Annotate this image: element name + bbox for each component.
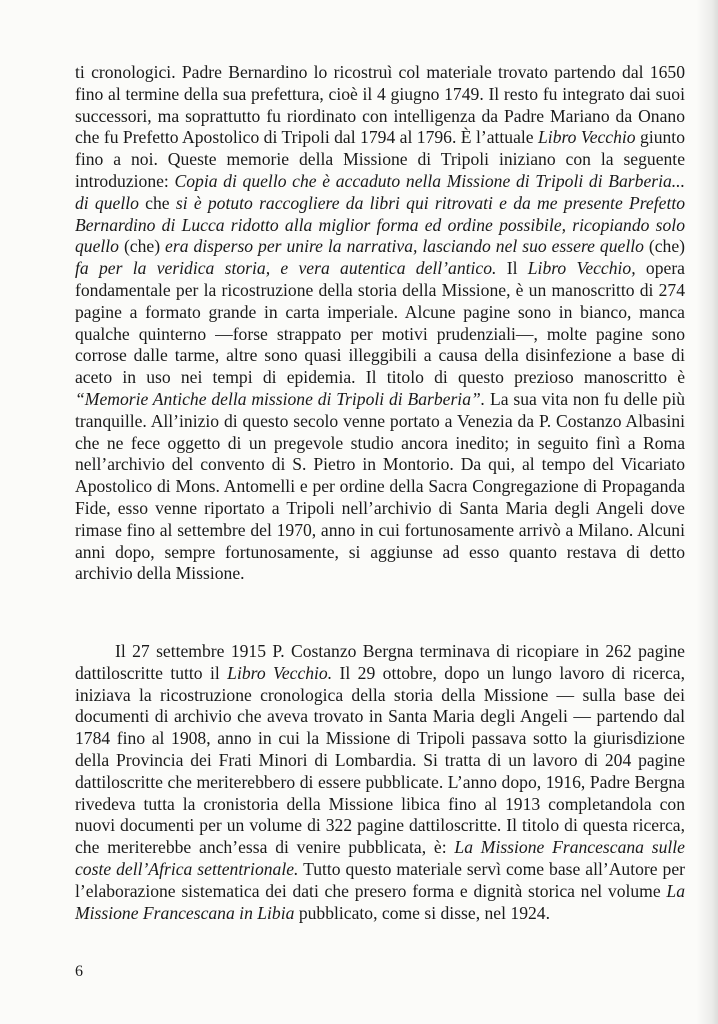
text-run: pubblicato, come si disse, nel 1924.: [294, 902, 550, 923]
text-run: La Missione Francescana in Libia: [75, 880, 685, 923]
text-run: era disperso per unire la narrativa, lasciando nel suo essere quello: [165, 236, 644, 257]
text-run: Il 27 settembre 1915 P. Costanzo Bergna terminava di ricopiare in 262 pagine dattiloscritte tutto il: [75, 641, 685, 683]
text-run: Libro Vecchio,: [527, 258, 636, 279]
paragraph-1: [75, 62, 685, 585]
text-run: Copia di quello che è accaduto nella Missione di Tripoli di Barberia... di quello: [75, 170, 685, 213]
text-run: La Missione Francescana sulle coste dell’Africa settentrionale.: [75, 837, 685, 879]
text-run: che: [138, 192, 176, 213]
text-run: Tutto questo materiale servì come base all’Autore per l’elaborazione sistematica dei dati che presero forma e dignità storica nel volume: [75, 858, 685, 901]
text-run: si è potuto raccogliere da libri qui ritrovati e da me presente Prefetto Bernardino di Lucca ridotto alla miglior forma ed ordine possibile, ricopiando solo quello: [75, 192, 686, 257]
page-edge-shadow: [696, 0, 718, 1024]
paragraph-2: [75, 641, 685, 924]
text-run: fa per la veridica storia, e vera autentica dell’antico.: [75, 258, 497, 279]
text-run: La sua vita non fu delle più tranquille. All’inizio di questo secolo venne portato a Venezia da P. Costanzo Albasini che ne fece oggetto di un pregevole studio ancora inedito; in seguito finì a Roma nell’archivio del convento di S. Pietro in Montorio. Da qui, al tempo del Vicariato Apostolico di Mons. Antomelli e per ordine della Sacra Congregazione di Propaganda Fide, esso venne riportato a Tripoli nell’archivio di Santa Maria degli Angeli dove rimase fino al settembre del 1970, anno in cui fortunosamente arrivò a Milano. Alcuni anni dopo, sempre fortunosamente, si aggiunse ad esso quanto restava di detto archivio della Missione.: [75, 388, 686, 584]
text-run: opera fondamentale per la ricostruzione della storia della Missione, è un manoscritto di 274 pagine a formato grande in carta imperiale. Alcune pagine sono in bianco, manca qualche quinterno —forse strappato per motivi prudenziali—, molte pagine sono corrose dalle tarme, altre sono quasi illeggibili a causa della disinfezione a base di aceto in uso nei tempi di epidemia. Il titolo di questo prezioso manoscritto è: [75, 258, 685, 388]
text-run: Libro Vecchio.: [227, 662, 333, 683]
text-run: ti cronologici. Padre Bernardino lo ricostruì col materiale trovato partendo dal 1650 fino al termine della sua prefettura, cioè il 4 giugno 1749. Il resto fu integrato dai suoi successori, ma soprattutto fu riordinato con intelligenza da Padre Mariano da Onano che fu Prefetto Apostolico di Tripoli dal 1794 al 1796. È l’attuale: [75, 62, 685, 148]
text-run: (che): [643, 236, 685, 257]
text-run: (che): [118, 236, 166, 257]
text-run: Il 29 ottobre, dopo un lungo lavoro di ricerca, iniziava la ricostruzione cronologica della storia della Missione — sulla base dei documenti di archivio che aveva trovato in Santa Maria degli Angeli — partendo dal 1784 fino al 1908, anno in cui la Missione di Tripoli passava sotto la giurisdizione della Provincia dei Frati Minori di Lombardia. Si tratta di un lavoro di 204 pagine dattiloscritte che meriterebbero di essere pubblicate. L’anno dopo, 1916, Padre Bergna rivedeva tutta la cronistoria della Missione libica fino al 1913 completandola con nuovi documenti per un volume di 322 pagine dattiloscritte. Il titolo di questa ricerca, che meriterebbe anch’essa di venire pubblicata, è:: [75, 662, 685, 858]
page-number: 6: [75, 963, 83, 980]
text-run: Il: [496, 258, 528, 279]
text-run: Libro Vecchio: [538, 127, 636, 148]
text-run: giunto fino a noi. Queste memorie della Missione di Tripoli iniziano con la seguente introduzione:: [75, 127, 685, 191]
text-run: “Memorie Antiche della missione di Tripoli di Barberia”.: [75, 388, 486, 409]
